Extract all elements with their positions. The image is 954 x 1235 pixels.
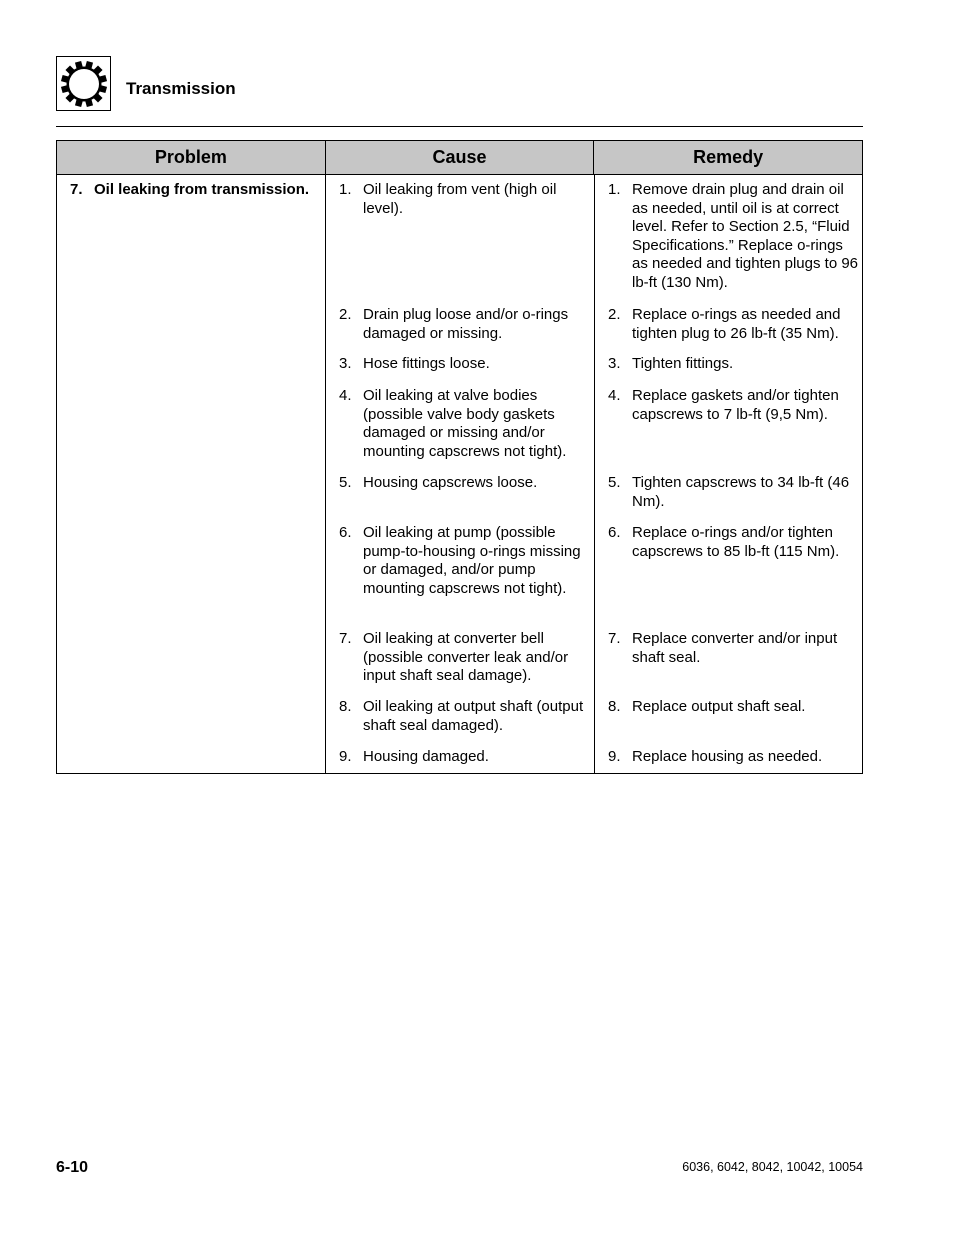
remedy-number: 3. <box>608 355 621 372</box>
header-divider <box>56 126 863 127</box>
cause-number: 5. <box>339 474 352 491</box>
remedy-text: Replace output shaft seal. <box>632 698 806 715</box>
remedy-number: 2. <box>608 306 621 323</box>
remedy-item <box>608 387 860 424</box>
remedy-item <box>608 748 860 767</box>
cause-text: Oil leaking at valve bodies (possible valve body gaskets damaged or missing and/or mounting capscrews not tight). <box>363 387 567 460</box>
column-divider <box>325 175 326 773</box>
cause-text: Housing capscrews loose. <box>363 474 538 491</box>
remedy-number: 1. <box>608 181 621 198</box>
problem-number: 7. <box>70 181 83 198</box>
remedy-number: 5. <box>608 474 621 491</box>
remedy-text: Replace o-rings as needed and tighten plug to 26 lb-ft (35 Nm). <box>632 306 841 342</box>
cause-number: 6. <box>339 524 352 541</box>
cause-item <box>339 698 591 735</box>
remedy-item <box>608 630 860 667</box>
cause-item <box>339 181 591 218</box>
remedy-number: 7. <box>608 630 621 647</box>
remedy-text: Replace housing as needed. <box>632 748 823 765</box>
troubleshooting-table <box>56 140 863 774</box>
column-header-problem: Problem <box>57 141 326 174</box>
gear-icon <box>59 59 109 109</box>
cause-number: 2. <box>339 306 352 323</box>
cause-text: Drain plug loose and/or o-rings damaged or missing. <box>363 306 569 342</box>
cause-text: Hose fittings loose. <box>363 355 490 372</box>
remedy-text: Tighten capscrews to 34 lb-ft (46 Nm). <box>632 474 850 510</box>
remedy-text: Replace gaskets and/or tighten capscrews to 7 lb-ft (9,5 Nm). <box>632 387 839 423</box>
remedy-number: 9. <box>608 748 621 765</box>
cause-text: Oil leaking from vent (high oil level). <box>363 181 557 217</box>
cause-number: 7. <box>339 630 352 647</box>
column-header-cause: Cause <box>326 141 595 174</box>
remedy-item <box>608 306 860 343</box>
remedy-number: 6. <box>608 524 621 541</box>
problem-text: Oil leaking from transmission. <box>94 181 310 198</box>
remedy-item <box>608 698 860 717</box>
cause-item <box>339 474 591 493</box>
column-header-remedy: Remedy <box>693 147 764 167</box>
remedy-item <box>608 181 860 293</box>
cause-number: 4. <box>339 387 352 404</box>
remedy-number: 8. <box>608 698 621 715</box>
table-header <box>57 141 862 175</box>
cause-text: Oil leaking at output shaft (output shaft seal damaged). <box>363 698 584 734</box>
column-divider <box>594 175 595 773</box>
page-number: 6-10 <box>56 1159 89 1176</box>
cause-text: Housing damaged. <box>363 748 489 765</box>
remedy-text: Remove drain plug and drain oil as needed, until oil is at correct level. Refer to Section 2.5, “Fluid Specifications.” Replace o-rings as needed and tighten plugs to 96 lb-ft (130 Nm). <box>632 181 859 291</box>
cause-text: Oil leaking at pump (possible pump-to-housing o-rings missing or damaged, and/or pump mounting capscrews not tight). <box>363 524 581 597</box>
remedy-text: Replace o-rings and/or tighten capscrews to 85 lb-ft (115 Nm). <box>632 524 840 560</box>
cause-item <box>339 387 591 461</box>
header-icon-box <box>56 56 111 111</box>
remedy-item <box>608 355 860 374</box>
problem-entry <box>70 181 309 198</box>
cause-number: 8. <box>339 698 352 715</box>
remedy-text: Replace converter and/or input shaft seal. <box>632 630 838 666</box>
remedy-number: 4. <box>608 387 621 404</box>
cause-item <box>339 748 591 767</box>
remedy-item <box>608 524 860 561</box>
cause-item <box>339 524 591 598</box>
cause-number: 9. <box>339 748 352 765</box>
cause-text: Oil leaking at converter bell (possible converter leak and/or input shaft seal damage). <box>363 630 569 685</box>
cause-number: 3. <box>339 355 352 372</box>
remedy-text: Tighten fittings. <box>632 355 734 372</box>
cause-item <box>339 630 591 686</box>
remedy-item <box>608 474 860 511</box>
cause-item <box>339 355 591 374</box>
model-numbers: 6036, 6042, 8042, 10042, 10054 <box>682 1160 863 1174</box>
cause-number: 1. <box>339 181 352 198</box>
section-title: Transmission <box>126 79 236 98</box>
cause-item <box>339 306 591 343</box>
